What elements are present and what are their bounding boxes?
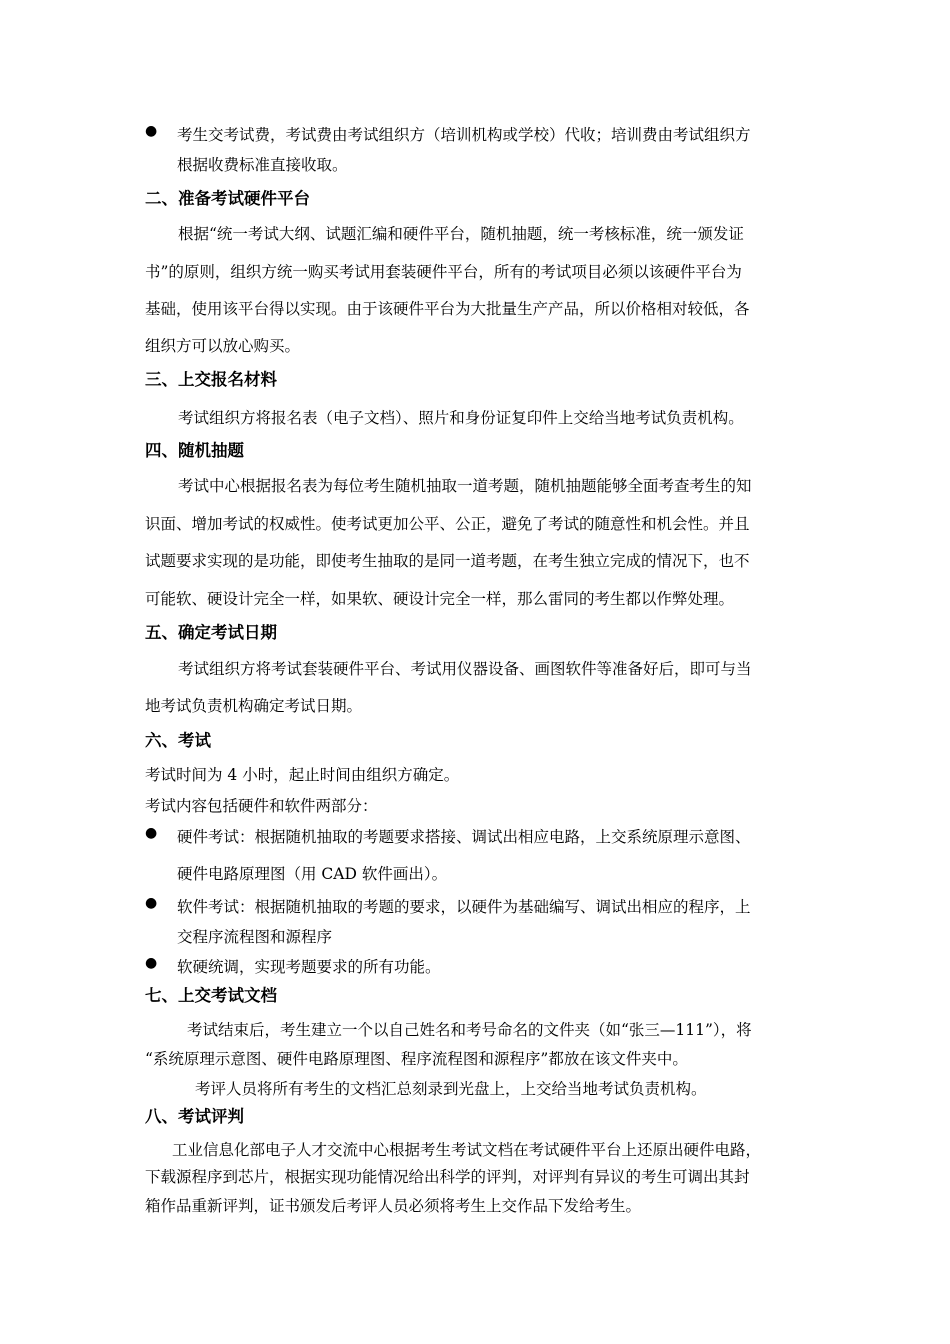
paragraph-line: “系统原理示意图、硬件电路原理图、程序流程图和源程序”都放在该文件夹中。 bbox=[145, 1050, 688, 1068]
bullet-line: 交程序流程图和源程序 bbox=[177, 928, 333, 946]
bullet-line: 软件考试：根据随机抽取的考题的要求，以硬件为基础编写、调试出相应的程序，上 bbox=[177, 898, 751, 916]
paragraph-line: 地考试负责机构确定考试日期。 bbox=[145, 697, 363, 715]
bullet-line: 考生交考试费，考试费由考试组织方（培训机构或学校）代收；培训费由考试组织方 bbox=[177, 126, 751, 144]
paragraph-line: 组织方可以放心购买。 bbox=[145, 337, 301, 355]
bullet-line: 根据收费标准直接收取。 bbox=[177, 156, 348, 174]
section-heading-evaluation: 八、考试评判 bbox=[145, 1107, 244, 1126]
paragraph-line: 书”的原则，组织方统一购买考试用套装硬件平台，所有的考试项目必须以该硬件平台为 bbox=[145, 263, 742, 281]
paragraph-line: 工业信息化部电子人才交流中心根据考生考试文档在考试硬件平台上还原出硬件电路， bbox=[172, 1141, 762, 1159]
bullet-icon: ● bbox=[145, 895, 158, 911]
bullet-icon: ● bbox=[145, 955, 158, 971]
paragraph-line: 可能软、硬设计完全一样，如果软、硬设计完全一样，那么雷同的考生都以作弊处理。 bbox=[145, 590, 735, 608]
bullet-icon: ● bbox=[145, 123, 158, 139]
paragraph-line: 考试中心根据报名表为每位考生随机抽取一道考题，随机抽题能够全面考查考生的知 bbox=[178, 477, 752, 495]
section-heading-exam-date: 五、确定考试日期 bbox=[145, 623, 277, 642]
paragraph-line: 试题要求实现的是功能，即使考生抽取的是同一道考题，在考生独立完成的情况下，也不 bbox=[145, 552, 750, 570]
section-heading-random-draw: 四、随机抽题 bbox=[145, 441, 244, 460]
bullet-line: 硬件考试：根据随机抽取的考题要求搭接、调试出相应电路，上交系统原理示意图、 bbox=[177, 828, 751, 846]
section-heading-registration: 三、上交报名材料 bbox=[145, 370, 277, 389]
bullet-icon: ● bbox=[145, 825, 158, 841]
paragraph-line: 考试组织方将考试套装硬件平台、考试用仪器设备、画图软件等准备好后，即可与当 bbox=[178, 660, 752, 678]
paragraph-line: 根据“统一考试大纲、试题汇编和硬件平台，随机抽题，统一考核标准，统一颁发证 bbox=[178, 225, 744, 243]
bullet-line: 软硬统调，实现考题要求的所有功能。 bbox=[177, 958, 441, 976]
bullet-line: 硬件电路原理图（用 CAD 软件画出）。 bbox=[177, 865, 448, 883]
section-heading-submit-docs: 七、上交考试文档 bbox=[145, 986, 277, 1005]
section-heading-exam: 六、考试 bbox=[145, 731, 211, 750]
paragraph-line: 考试时间为 4 小时，起止时间由组织方确定。 bbox=[145, 766, 460, 784]
paragraph-line: 考试结束后，考生建立一个以自己姓名和考号命名的文件夹（如“张三—111”），将 bbox=[187, 1021, 752, 1039]
paragraph-line: 考试组织方将报名表（电子文档）、照片和身份证复印件上交给当地考试负责机构。 bbox=[178, 409, 744, 427]
paragraph-line: 基础，使用该平台得以实现。由于该硬件平台为大批量生产产品，所以价格相对较低，各 bbox=[145, 300, 750, 318]
paragraph-line: 箱作品重新评判，证书颁发后考评人员必须将考生上交作品下发给考生。 bbox=[145, 1197, 642, 1215]
paragraph-line: 下载源程序到芯片，根据实现功能情况给出科学的评判，对评判有异议的考生可调出其封 bbox=[145, 1168, 750, 1186]
section-heading-hardware-platform: 二、准备考试硬件平台 bbox=[145, 189, 310, 208]
paragraph-line: 识面、增加考试的权威性。使考试更加公平、公正，避免了考试的随意性和机会性。并且 bbox=[145, 515, 750, 533]
paragraph-line: 考评人员将所有考生的文档汇总刻录到光盘上，上交给当地考试负责机构。 bbox=[195, 1080, 707, 1098]
paragraph-line: 考试内容包括硬件和软件两部分： bbox=[145, 797, 378, 815]
